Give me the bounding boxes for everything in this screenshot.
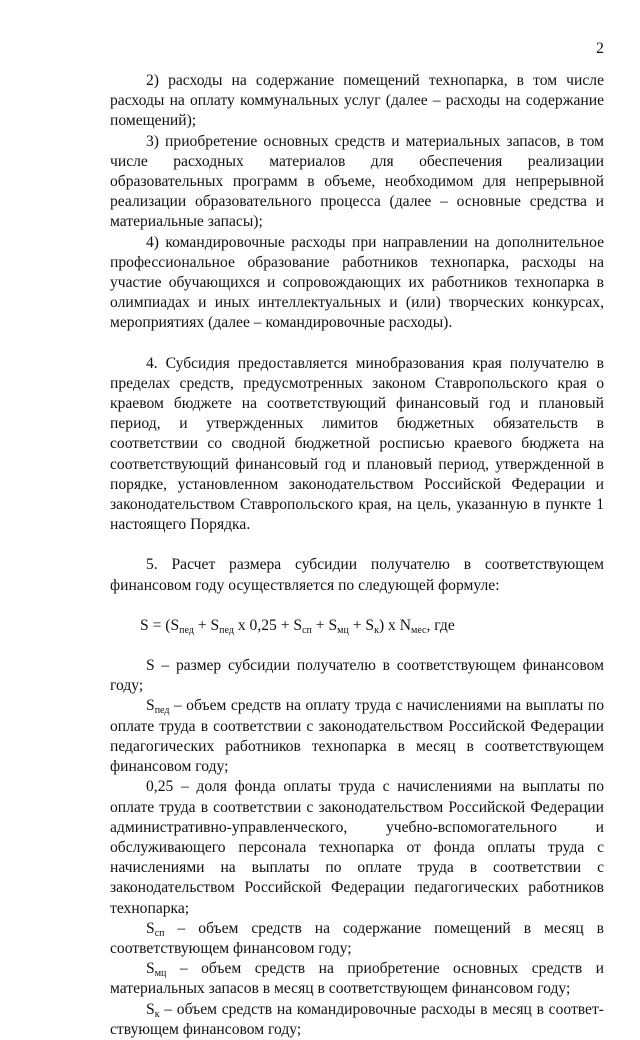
formula-part: + S — [348, 616, 375, 634]
formula-subscript: сп — [302, 624, 312, 636]
definition-s: S – размер субсидии получателю в соответствующем финансовом году; — [110, 657, 604, 695]
formula-part: + S — [311, 616, 338, 634]
definition-symbol: S — [146, 960, 155, 978]
definition-subscript: пед — [154, 705, 170, 717]
definition-s-sp — [110, 919, 604, 959]
formula-part: = (S — [148, 616, 180, 634]
definition-s-mc — [110, 959, 604, 999]
definition-s-ped — [110, 696, 604, 777]
paragraph-expense-travel: 4) командировочные расходы при направлении на дополнительное профессиональное образование работников технопарка, расходы на участие обучающихся и сопровождающих их работников технопарка в олимпиадах и иных интеллектуальных и (или) творческих конкурсах, мероприятиях (далее – командировочные расходы). — [110, 233, 604, 332]
formula-subscript: мес — [411, 624, 427, 636]
definition-symbol: S — [146, 1000, 155, 1018]
paragraph-expense-assets: 3) приобретение основных средств и материальных запасов, в том числе расходных материалов для обеспечения реализации образовательных программ в объеме, необходимом для непрерывной реализации образовательного процесса (далее – основные средства и материальные запасы); — [110, 132, 604, 231]
definition-subscript: мц — [154, 968, 167, 980]
formula-part: S — [140, 616, 149, 634]
formula-subscript: мц — [337, 624, 349, 636]
definition-symbol: S — [146, 697, 155, 715]
formula-part: х 0,25 + S — [233, 616, 303, 634]
subsidy-formula — [110, 616, 604, 636]
paragraph-clause-5: 5. Расчет размера субсидии получателю в соответствующем финансовом году осуществляется по следующей формуле: — [110, 556, 604, 594]
definition-subscript: сп — [154, 927, 165, 939]
formula-part: ) х N — [378, 616, 412, 634]
definition-symbol: S — [146, 919, 155, 937]
definition-subscript: к — [154, 1008, 160, 1020]
formula-subscript: пед — [219, 624, 234, 636]
document-body — [110, 71, 604, 1040]
definition-coefficient: 0,25 – доля фонда оплаты труда с начислениями на выплаты по оплате труда в соответствии с законодательством Российской Федерации административно-управленческого, учебно-вспомогательного и обслуживающего персонала технопарка от фонда оплаты труда с начислениями на выплаты по оплате труда в соответствии с законодательством Российской Федерации педагогических работников технопарка; — [110, 778, 604, 917]
definition-text: – объем средств на приобретение основных средств и материальных запасов в месяц в соответствующем финансовом году; — [110, 960, 604, 998]
formula-part: + S — [193, 616, 220, 634]
paragraph-expense-premises: 2) расходы на содержание помещений технопарка, в том числе расходы на оплату коммунальных услуг (далее – расходы на содержание помещений); — [110, 72, 604, 130]
formula-subscript: к — [374, 624, 379, 636]
page-number: 2 — [596, 40, 604, 57]
definition-text: – объем средств на содержание помещений в месяц в соответствующем финансовом году; — [110, 919, 604, 957]
definition-text: – объем средств на командировочные расходы в месяц в соответствующем финансовом году; — [110, 1000, 604, 1038]
definition-text: – объем средств на оплату труда с начислениями на выплаты по оплате труда в соответствии с законодательством Российской Федерации педагогических работников технопарка в месяц в соответствующем финансовом году; — [110, 697, 604, 776]
formula-part: , где — [426, 616, 455, 634]
formula-subscript: пед — [179, 624, 194, 636]
paragraph-clause-4: 4. Субсидия предоставляется минобразования края получателю в пределах средств, предусмотренных законом Ставропольского края о краевом бюджете на соответствующий финансовый год и плановый период, и утвержденных лимитов бюджетных обязательств в соответствии со сводной бюджетной росписью краевого бюджета на соответствующий финансовый год и плановый период, утвержденной в порядке, установленном законодательством Российской Федерации и законодательством Ставропольского края, на цель, указанную в пункте 1 настоящего Порядка. — [110, 354, 604, 534]
definition-s-k — [110, 1000, 604, 1040]
